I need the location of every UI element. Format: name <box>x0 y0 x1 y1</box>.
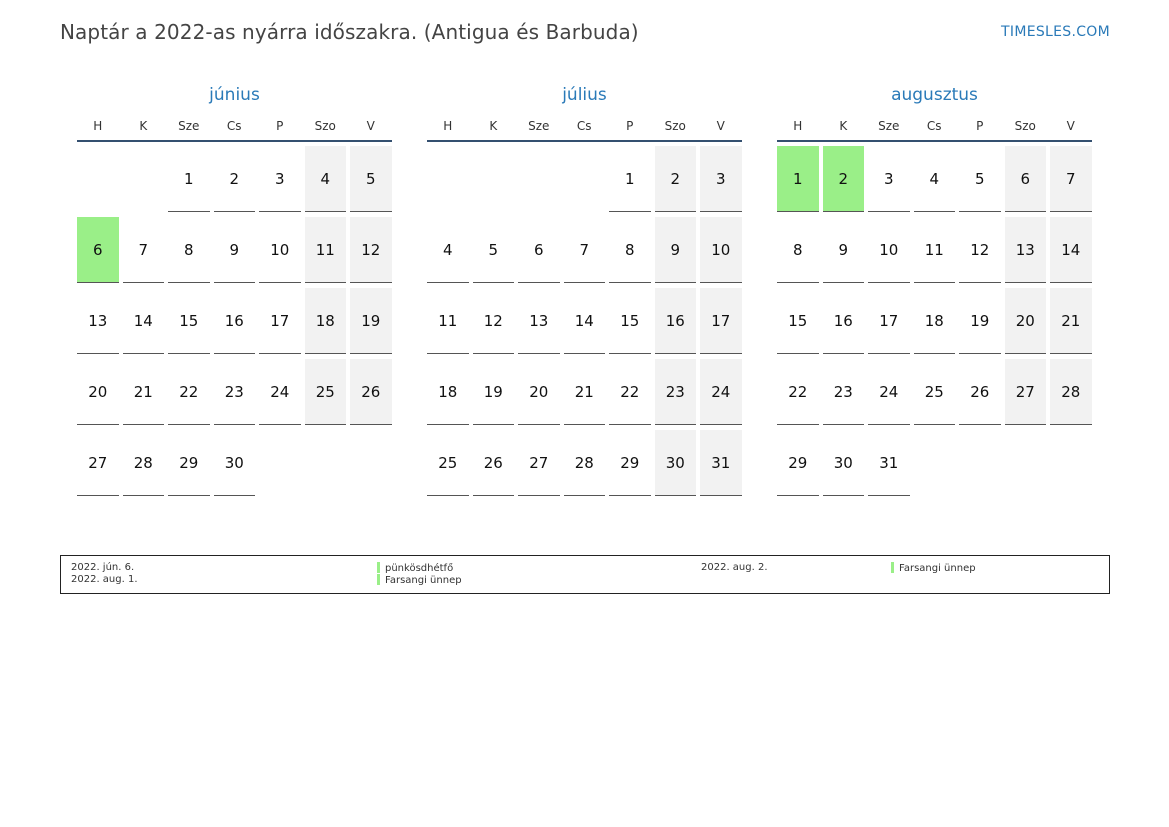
day-cell: 4 <box>305 146 347 212</box>
day-cell: 27 <box>1005 359 1047 425</box>
weekday-label: Szo <box>314 119 336 133</box>
legend-holiday-name: Farsangi ünnep <box>891 562 976 575</box>
day-cell: 21 <box>1050 288 1092 354</box>
weekday-header <box>77 114 392 142</box>
day-cell: 27 <box>518 430 560 496</box>
day-cell: 13 <box>518 288 560 354</box>
weekday-label: P <box>276 119 284 133</box>
day-cell: 25 <box>914 359 956 425</box>
day-cell: 11 <box>427 288 469 354</box>
holiday-day-cell: 2 <box>823 146 865 212</box>
day-cell: 10 <box>259 217 301 283</box>
holiday-marker <box>377 562 380 573</box>
day-cell: 4 <box>427 217 469 283</box>
day-cell: 19 <box>473 359 515 425</box>
day-cell: 31 <box>868 430 910 496</box>
weekday-label: H <box>793 119 803 133</box>
weekday-header <box>777 114 1092 142</box>
empty-day-cell <box>473 146 515 212</box>
weekday-label: Cs <box>926 119 942 133</box>
month-title: augusztus <box>891 85 978 105</box>
day-cell: 9 <box>823 217 865 283</box>
day-cell: 10 <box>700 217 742 283</box>
month-title: június <box>209 85 260 105</box>
day-cell: 22 <box>777 359 819 425</box>
day-cell: 18 <box>305 288 347 354</box>
holiday-legend <box>60 555 1110 594</box>
weekday-label: K <box>489 119 498 133</box>
day-cell: 3 <box>700 146 742 212</box>
day-cell: 29 <box>168 430 210 496</box>
weekday-label: Sze <box>878 119 900 133</box>
day-cell: 24 <box>700 359 742 425</box>
legend-date: 2022. jún. 6. <box>71 562 135 573</box>
day-cell: 18 <box>427 359 469 425</box>
day-cell: 23 <box>823 359 865 425</box>
day-cell: 23 <box>214 359 256 425</box>
weekday-label: Szo <box>1014 119 1036 133</box>
day-cell: 19 <box>959 288 1001 354</box>
day-cell: 13 <box>1005 217 1047 283</box>
empty-day-cell <box>564 146 606 212</box>
day-cell: 6 <box>1005 146 1047 212</box>
day-cell: 26 <box>959 359 1001 425</box>
day-cell: 1 <box>168 146 210 212</box>
day-cell: 5 <box>959 146 1001 212</box>
day-cell: 22 <box>609 359 651 425</box>
day-grid <box>777 146 1092 496</box>
day-cell: 26 <box>350 359 392 425</box>
day-cell: 25 <box>427 430 469 496</box>
day-cell: 24 <box>868 359 910 425</box>
day-cell: 5 <box>473 217 515 283</box>
site-link[interactable]: TIMESLES.COM <box>1001 24 1110 40</box>
day-cell: 20 <box>1005 288 1047 354</box>
day-cell: 26 <box>473 430 515 496</box>
day-cell: 17 <box>868 288 910 354</box>
day-cell: 11 <box>914 217 956 283</box>
day-cell: 12 <box>350 217 392 283</box>
day-cell: 7 <box>1050 146 1092 212</box>
day-cell: 21 <box>123 359 165 425</box>
weekday-label: V <box>1066 119 1075 133</box>
day-cell: 7 <box>564 217 606 283</box>
day-cell: 30 <box>214 430 256 496</box>
weekday-label: P <box>626 119 634 133</box>
day-cell: 29 <box>777 430 819 496</box>
weekday-label: H <box>443 119 453 133</box>
legend-date: 2022. aug. 1. <box>71 574 138 585</box>
day-grid <box>427 146 742 496</box>
day-cell: 23 <box>655 359 697 425</box>
day-cell: 9 <box>655 217 697 283</box>
weekday-label: Cs <box>576 119 592 133</box>
day-cell: 14 <box>564 288 606 354</box>
weekday-label: K <box>139 119 148 133</box>
day-grid <box>77 146 392 496</box>
day-cell: 16 <box>214 288 256 354</box>
day-cell: 18 <box>914 288 956 354</box>
day-cell: 20 <box>518 359 560 425</box>
day-cell: 6 <box>518 217 560 283</box>
day-cell: 20 <box>77 359 119 425</box>
month-calendar <box>777 82 1092 496</box>
day-cell: 17 <box>700 288 742 354</box>
weekday-label: H <box>93 119 103 133</box>
weekday-label: V <box>716 119 725 133</box>
day-cell: 28 <box>564 430 606 496</box>
day-cell: 28 <box>123 430 165 496</box>
day-cell: 3 <box>868 146 910 212</box>
weekday-label: P <box>976 119 984 133</box>
day-cell: 8 <box>168 217 210 283</box>
day-cell: 28 <box>1050 359 1092 425</box>
day-cell: 24 <box>259 359 301 425</box>
day-cell: 9 <box>214 217 256 283</box>
day-cell: 16 <box>823 288 865 354</box>
month-calendar <box>77 82 392 496</box>
day-cell: 7 <box>123 217 165 283</box>
holiday-marker <box>377 574 380 585</box>
day-cell: 5 <box>350 146 392 212</box>
day-cell: 12 <box>473 288 515 354</box>
day-cell: 25 <box>305 359 347 425</box>
page-title: Naptár a 2022-as nyárra időszakra. (Antigua és Barbuda) <box>60 20 639 44</box>
month-title: július <box>562 85 607 105</box>
day-cell: 1 <box>609 146 651 212</box>
day-cell: 2 <box>214 146 256 212</box>
day-cell: 30 <box>655 430 697 496</box>
holiday-marker <box>891 562 894 573</box>
day-cell: 16 <box>655 288 697 354</box>
day-cell: 21 <box>564 359 606 425</box>
day-cell: 2 <box>655 146 697 212</box>
day-cell: 19 <box>350 288 392 354</box>
day-cell: 12 <box>959 217 1001 283</box>
month-calendar <box>427 82 742 496</box>
weekday-label: Sze <box>178 119 200 133</box>
weekday-header <box>427 114 742 142</box>
empty-day-cell <box>427 146 469 212</box>
day-cell: 8 <box>777 217 819 283</box>
empty-day-cell <box>123 146 165 212</box>
weekday-label: Cs <box>226 119 242 133</box>
day-cell: 10 <box>868 217 910 283</box>
day-cell: 11 <box>305 217 347 283</box>
legend-holiday-name: Farsangi ünnep <box>377 574 462 587</box>
day-cell: 14 <box>123 288 165 354</box>
day-cell: 14 <box>1050 217 1092 283</box>
day-cell: 22 <box>168 359 210 425</box>
day-cell: 15 <box>168 288 210 354</box>
day-cell: 30 <box>823 430 865 496</box>
legend-holiday-name: pünkösdhétfő <box>377 562 453 575</box>
day-cell: 8 <box>609 217 651 283</box>
day-cell: 13 <box>77 288 119 354</box>
weekday-label: K <box>839 119 848 133</box>
day-cell: 17 <box>259 288 301 354</box>
day-cell: 3 <box>259 146 301 212</box>
weekday-label: V <box>366 119 375 133</box>
day-cell: 29 <box>609 430 651 496</box>
holiday-day-cell: 6 <box>77 217 119 283</box>
day-cell: 27 <box>77 430 119 496</box>
day-cell: 31 <box>700 430 742 496</box>
empty-day-cell <box>518 146 560 212</box>
empty-day-cell <box>77 146 119 212</box>
legend-date: 2022. aug. 2. <box>701 562 768 573</box>
weekday-label: Szo <box>664 119 686 133</box>
day-cell: 4 <box>914 146 956 212</box>
day-cell: 15 <box>609 288 651 354</box>
weekday-label: Sze <box>528 119 550 133</box>
day-cell: 15 <box>777 288 819 354</box>
holiday-day-cell: 1 <box>777 146 819 212</box>
